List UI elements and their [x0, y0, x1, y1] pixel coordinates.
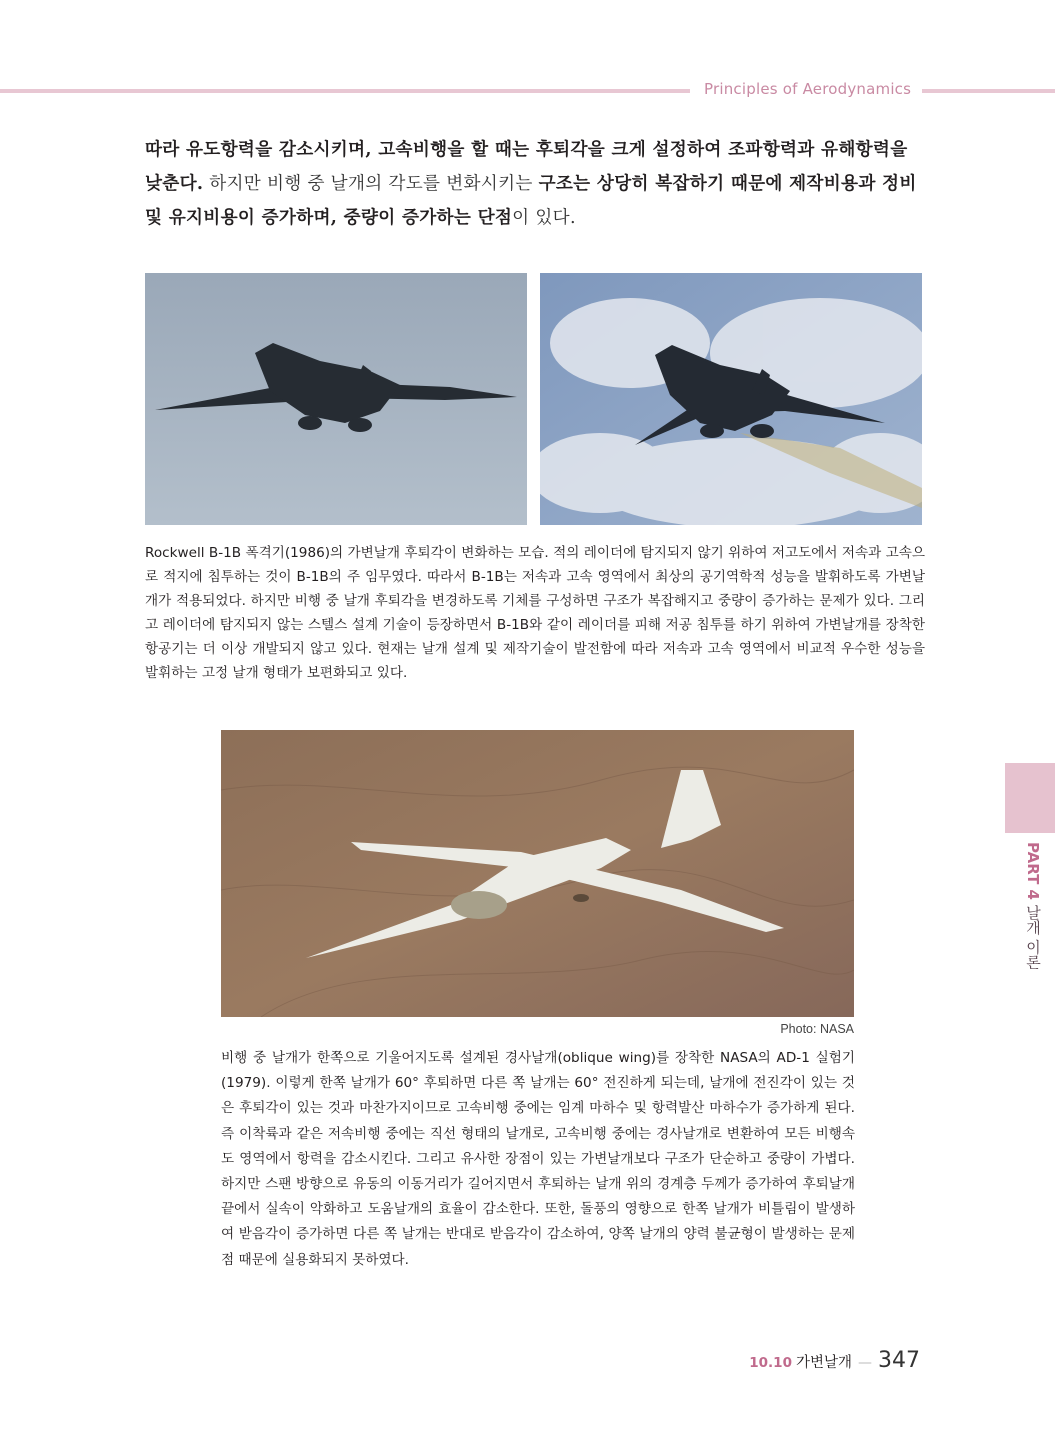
ad1-oblique-wing-photo: [221, 730, 854, 1017]
intro-paragraph: [145, 133, 925, 235]
intro-bold-text: 따라 유도항력을 감소시키며, 고속비행을 할 때는 후퇴각을 크게 설정하여 조파항력과 유해항력을 낮춘다.: [145, 139, 908, 194]
intro-end-text: 이 있다.: [512, 208, 576, 228]
page-footer: [749, 1348, 920, 1373]
b1b-photo-wings-extended: [145, 273, 527, 525]
figure1-caption: Rockwell B-1B 폭격기(1986)의 가변날개 후퇴각이 변화하는 모습. 적의 레이더에 탐지되지 않기 위하여 저고도에서 저속과 고속으로 적지에 침투하는 것이 B-1B의 주 임무였다. 따라서 B-1B는 저속과 고속 영역에서 최상의 공기역학적 성능을 발휘하도록 가변날개가 적용되었다. 하지만 비행 중 날개 후퇴각을 변경하도록 기체를 구성하면 구조가 복잡해지고 중량이 증가하는 문제가 있다. 그리고 레이더에 탐지되지 않는 스텔스 설계 기술이 등장하면서 B-1B와 같이 레이더를 피해 저공 침투를 하기 위하여 가변날개를 장착한 항공기는 더 이상 개발되지 않고 있다. 현재는 날개 설계 및 제작기술이 발전함에 따라 저속과 고속 영역에서 비교적 우수한 성능을 발휘하는 고정 날개 형태가 보편화되고 있다.: [145, 545, 925, 681]
section-title: 가변날개: [795, 1355, 852, 1371]
page-number: 347: [878, 1348, 920, 1373]
header-rule-right: [922, 89, 1055, 93]
part-number: PART 4: [1024, 842, 1042, 900]
running-header-title: Principles of Aerodynamics: [704, 80, 912, 98]
figure2-caption: 비행 중 날개가 한쪽으로 기울어지도록 설계된 경사날개(oblique wing)를 장착한 NASA의 AD-1 실험기(1979). 이렇게 한쪽 날개가 60° 후퇴하면 다른 쪽 날개는 60° 전진하게 되는데, 날개에 전진각이 있는 것은 후퇴각이 있는 것과 마찬가지이므로 고속비행 중에는 임계 마하수 및 항력발산 마하수가 증가하게 된다. 즉 이착륙과 같은 저속비행 중에는 직선 형태의 날개로, 고속비행 중에는 경사날개로 변환하여 모든 비행속도 영역에서 항력을 감소시킨다. 그리고 유사한 장점이 있는 가변날개보다 구조가 단순하고 중량이 가볍다. 하지만 스팬 방향으로 유동의 이동거리가 길어지면서 후퇴하는 날개 위의 경계층 두께가 증가하여 후퇴날개 끝에서 실속이 악화하고 도움날개의 효율이 감소한다. 또한, 돌풍의 영향으로 한쪽 날개가 비틀림이 발생하여 받음각이 증가하면 다른 쪽 날개는 반대로 받음각이 감소하여, 양쪽 날개의 양력 불균형이 발생하는 문제점 때문에 실용화되지 못하였다.: [221, 1050, 855, 1268]
part-tab-block: [1005, 763, 1055, 833]
intro-bold-text-2: 구조는 상당히 복잡하기 때문에 제작비용과 정비 및 유지비용이 증가하며, 중량이 증가하는 단점: [145, 173, 917, 228]
part-title: 날개 이론: [1024, 904, 1042, 970]
part-tab-label: [1014, 842, 1044, 970]
intro-light-text: 하지만 비행 중 날개의 각도를 변화시키는: [203, 174, 539, 194]
b1b-photo-wings-swept: [540, 273, 922, 525]
header-rule-left: [0, 89, 690, 93]
footer-divider: —: [858, 1355, 872, 1371]
photo-credit: Photo: NASA: [780, 1022, 854, 1036]
section-number: 10.10: [749, 1355, 792, 1371]
